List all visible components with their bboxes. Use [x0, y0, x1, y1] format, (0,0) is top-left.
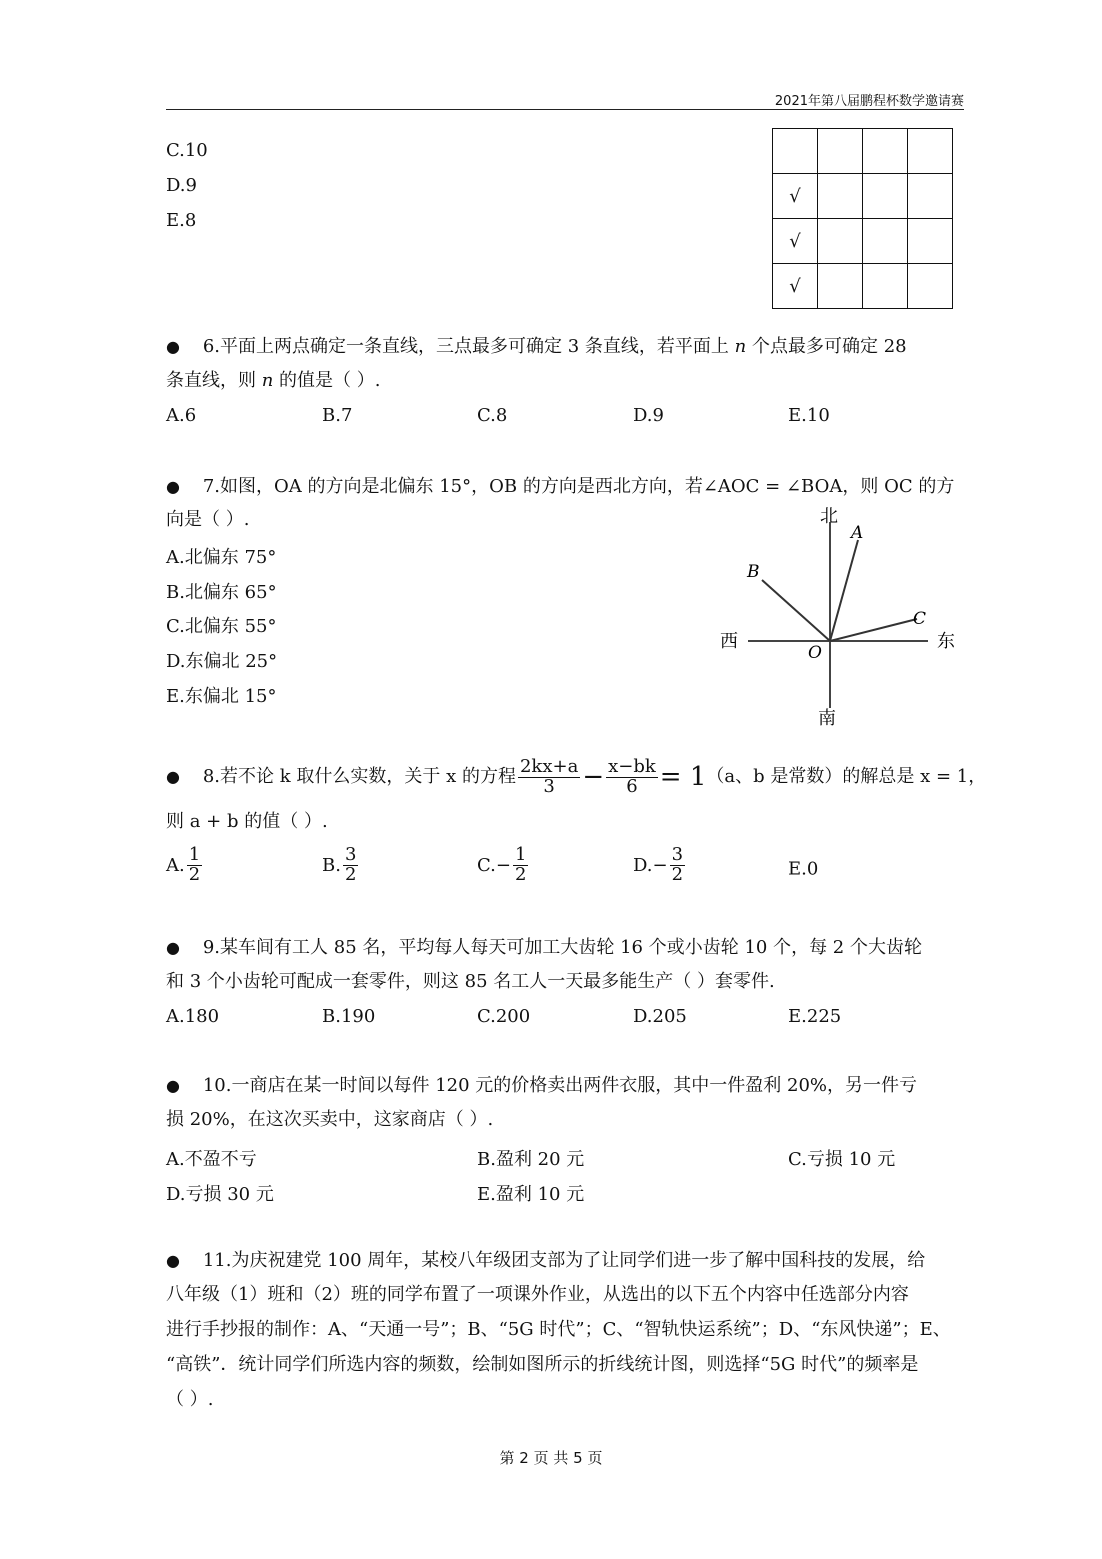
- q11-line5: （ ）.: [166, 1389, 214, 1410]
- q8-option-fraction: $\frac{1}{2}$: [514, 844, 527, 885]
- q6-option-d: D.9: [633, 405, 664, 426]
- header-title: 2021年第八届鹏程杯数学邀请赛: [774, 94, 964, 109]
- q8-option-fraction: $\frac{3}{2}$: [671, 844, 684, 885]
- label-c: C: [913, 609, 927, 629]
- label-o: O: [808, 643, 822, 663]
- q6-option-b: B.7: [322, 405, 353, 426]
- q10-option-c: C.亏损 10 元: [788, 1149, 896, 1170]
- header-rule: [166, 109, 964, 110]
- q6-option-a: A.6: [166, 405, 197, 426]
- label-west: 西: [720, 631, 738, 652]
- ray-oa: [830, 540, 858, 641]
- ray-oc: [830, 619, 917, 641]
- check-grid: [772, 128, 953, 309]
- page-number: 第 2 页 共 5 页: [499, 1449, 603, 1467]
- grid-cell: [908, 174, 953, 219]
- grid-row: [773, 264, 953, 309]
- q11-line2: 八年级（1）班和（2）班的同学布置了一项课外作业，从选出的以下五个内容中任选部分内容: [166, 1284, 909, 1305]
- bullet-icon: ●: [166, 1076, 180, 1095]
- grid-cell: [863, 129, 908, 174]
- grid-cell: √: [773, 219, 818, 264]
- label-b: B: [747, 562, 760, 582]
- bullet-icon: ●: [166, 767, 180, 786]
- bullet-icon: ●: [166, 477, 180, 496]
- grid-cell: √: [773, 174, 818, 219]
- direction-diagram: [712, 500, 972, 730]
- q7-option-c: C.北偏东 55°: [166, 616, 277, 637]
- q8-option-fraction: $\frac{1}{2}$: [188, 844, 201, 885]
- q6-line1: ● 6.平面上两点确定一条直线，三点最多可确定 3 条直线，若平面上 n 个点最多可确定 28: [166, 336, 907, 357]
- q6-option-e: E.10: [788, 405, 830, 426]
- q11-line4: “高铁”．统计同学们所选内容的频数，绘制如图所示的折线统计图，则选择“5G 时代”的频率是: [166, 1354, 919, 1375]
- q10-line2: 损 20%，在这次买卖中，这家商店（ ）.: [166, 1109, 494, 1130]
- q7-option-e: E.东偏北 15°: [166, 686, 277, 707]
- label-south: 南: [818, 708, 836, 729]
- grid-cell: [818, 219, 863, 264]
- q8-option-b: B. $\frac{3}{2}$: [322, 844, 357, 885]
- q8-line1: ● 8.若不论 k 取什么实数，关于 x 的方程 $\frac{2kx+a}{3}$ − $\frac{x-bk}{6}$ = 1（a、b 是常数）的解总是 x = 1，: [166, 755, 987, 797]
- ray-ob: [762, 580, 830, 641]
- grid-cell: [908, 264, 953, 309]
- q11-line3: 进行手抄报的制作：A、“天通一号”；B、“5G 时代”；C、“智轨快运系统”；D、“东风快递”；E、: [166, 1319, 951, 1340]
- q10-option-d: D.亏损 30 元: [166, 1184, 274, 1205]
- bullet-icon: ●: [166, 337, 180, 356]
- grid-cell: [863, 174, 908, 219]
- q11-line1: ● 11.为庆祝建党 100 周年，某校八年级团支部为了让同学们进一步了解中国科技的发展，给: [166, 1250, 926, 1271]
- q7-option-d: D.东偏北 25°: [166, 651, 278, 672]
- label-north: 北: [820, 506, 838, 527]
- q8-option-fraction: $\frac{3}{2}$: [344, 844, 357, 885]
- grid-cell: √: [773, 264, 818, 309]
- grid-cell: [773, 129, 818, 174]
- q10-option-e: E.盈利 10 元: [477, 1184, 585, 1205]
- q5-option-d: D.9: [166, 175, 197, 196]
- grid-cell: [863, 264, 908, 309]
- q9-line1: ● 9.某车间有工人 85 名，平均每人每天可加工大齿轮 16 个或小齿轮 10 个，每 2 个大齿轮: [166, 937, 922, 958]
- q5-option-e: E.8: [166, 210, 197, 231]
- grid-cell: [908, 219, 953, 264]
- bullet-icon: ●: [166, 1251, 180, 1270]
- grid-row: [773, 129, 953, 174]
- q9-option-e: E.225: [788, 1006, 842, 1027]
- grid-cell: [908, 129, 953, 174]
- label-a: A: [851, 523, 864, 543]
- q10-option-a: A.不盈不亏: [166, 1149, 257, 1170]
- grid-row: [773, 219, 953, 264]
- grid-cell: [818, 264, 863, 309]
- label-east: 东: [937, 631, 955, 652]
- q7-line2: 向是（ ）.: [166, 509, 250, 530]
- q9-option-b: B.190: [322, 1006, 376, 1027]
- q6-line2: 条直线，则 n 的值是（ ）.: [166, 370, 381, 391]
- grid-cell: [818, 129, 863, 174]
- q7-option-b: B.北偏东 65°: [166, 582, 277, 603]
- q8-fraction-2: $\frac{x-bk}{6}$: [608, 755, 656, 797]
- q8-fraction-1: $\frac{2kx+a}{3}$: [519, 755, 579, 797]
- bullet-icon: ●: [166, 938, 180, 957]
- grid-cell: [818, 174, 863, 219]
- q10-option-b: B.盈利 20 元: [477, 1149, 585, 1170]
- q9-option-a: A.180: [166, 1006, 220, 1027]
- q7-option-a: A.北偏东 75°: [166, 547, 277, 568]
- q8-option-e: E.0: [788, 858, 819, 880]
- q7-line1: ● 7.如图，OA 的方向是北偏东 15°，OB 的方向是西北方向，若∠AOC = ∠BOA，则 OC 的方: [166, 476, 955, 497]
- q8-line2: 则 a + b 的值（ ）.: [166, 811, 328, 832]
- q5-option-c: C.10: [166, 140, 208, 161]
- grid-row: [773, 174, 953, 219]
- grid-cell: [863, 219, 908, 264]
- q9-option-d: D.205: [633, 1006, 687, 1027]
- q8-option-a: A. $\frac{1}{2}$: [166, 844, 201, 885]
- q8-option-d: D.− $\frac{3}{2}$: [633, 844, 684, 885]
- q10-line1: ● 10.一商店在某一时间以每件 120 元的价格卖出两件衣服，其中一件盈利 20%，另一件亏: [166, 1075, 918, 1096]
- q6-option-c: C.8: [477, 405, 508, 426]
- q9-line2: 和 3 个小齿轮可配成一套零件，则这 85 名工人一天最多能生产（ ）套零件.: [166, 971, 775, 992]
- q8-option-c: C.− $\frac{1}{2}$: [477, 844, 527, 885]
- q9-option-c: C.200: [477, 1006, 531, 1027]
